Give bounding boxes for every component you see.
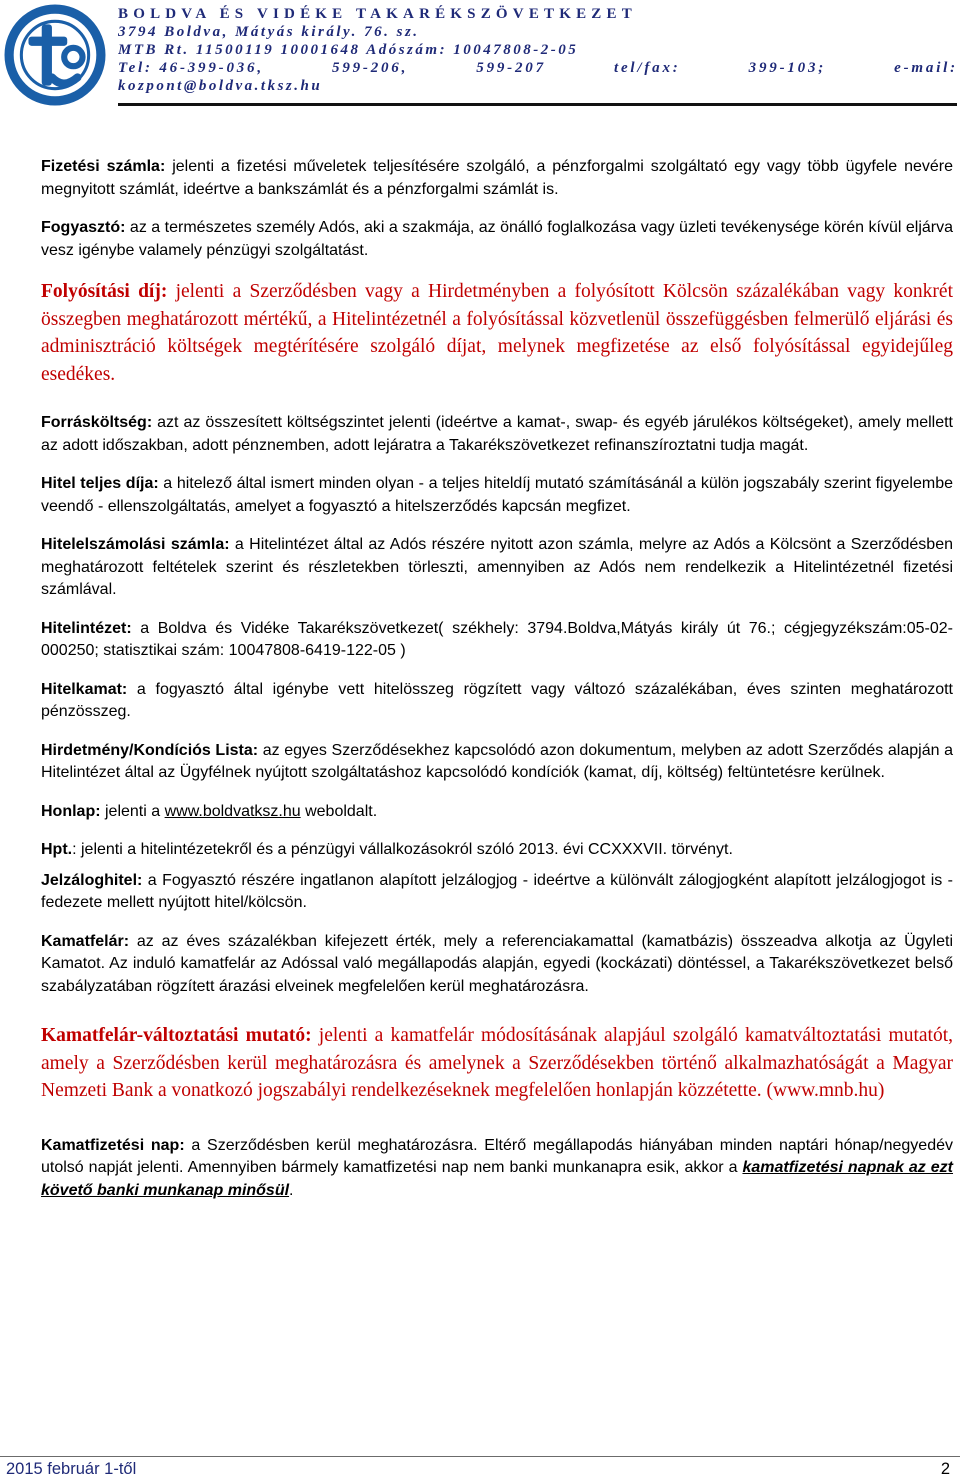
- definition-text: a Hitelintézet által az Adós részére nyitott azon számla, melyre az Adós a Kölcsönt a Szerződésben meghatározott feltételek szerint és részletekben törleszti, amennyiben az Adós nem rendelkezik a Hitelintézetnél fizetési számlával.: [41, 536, 954, 598]
- definition-hitelelszamolasi-szamla: [41, 534, 953, 602]
- definition-honlap: [41, 801, 953, 824]
- contact-telfax-label: tel/fax:: [614, 60, 681, 76]
- definition-hitel-teljes-dija: [41, 473, 953, 518]
- definition-term: Forrásköltség:: [41, 414, 153, 431]
- definition-text: : jelenti a hitelintézetekről és a pénzügyi vállalkozásokról szóló 2013. évi CCXXXVII. törvényt.: [72, 841, 733, 858]
- definition-term: Hitelintézet:: [41, 619, 132, 637]
- page-number: 2: [940, 1460, 950, 1478]
- definition-term: Honlap:: [41, 802, 101, 820]
- header-divider: [118, 103, 957, 106]
- definition-text-end: weboldalt.: [300, 802, 378, 820]
- contact-tel: Tel: 46-399-036,: [118, 60, 264, 76]
- definition-text: azt az összesített költségszintet jelenti (ideértve a kamat-, swap- és egyéb járulékos költségeket), amely mellett az adott időszakban, adott pénznemben, adott lejáratra a Takarékszövetkezet refinanszíroztatni tudja magát.: [41, 414, 953, 454]
- definition-term: Kamatfelár:: [41, 932, 130, 950]
- definition-emphasis: kamatfizetési napnak az ezt követő banki munkanap minősül: [41, 1159, 954, 1199]
- letterhead-text: [118, 5, 958, 95]
- definition-term: Kamatfelár-változtatási mutató:: [41, 1025, 312, 1046]
- definition-text: jelenti a Szerződésben vagy a Hirdetményben a folyósított Kölcsön százalékában vagy konkrét összegben meghatározott mértékű, a Hitelintézetnél a folyósítással közvetlenül összefüggésben felmerülő eljárási és adminisztráció költségek megtérítésére szolgáló díjat, melynek megfizetése az első folyósítással egyidejűleg esedékes.: [41, 281, 953, 385]
- definition-kamatfelar: [41, 931, 953, 999]
- contact-email-label: e-mail:: [894, 60, 958, 76]
- definition-text: az egyes Szerződésekhez kapcsolódó azon dokumentum, melyben az adott Szerződés alapján a Hitelintézet által az Ügyfélnek nyújtott szolgáltatáshoz kapcsolódó kondíciók (kamat, díj, költség) feltüntetésre kerülnek.: [41, 741, 954, 781]
- footer-date: 2015 február 1-től: [6, 1460, 137, 1478]
- definition-term: Hitel teljes díja:: [41, 475, 159, 492]
- definition-term: Kamatfizetési nap:: [41, 1136, 185, 1154]
- contact-phone-3: 599-207: [476, 60, 546, 76]
- contact-fax: 399-103;: [748, 60, 827, 76]
- definition-text: a Szerződésben kerül meghatározásra. Eltérő megállapodás hiányában minden naptári hónap/negyedév utolsó napját jelenti. Amennyiben bármely kamatfizetési nap nem banki munkanapra esik, akkor a: [41, 1136, 954, 1176]
- definition-forraskoltseg: [41, 412, 953, 457]
- definition-text: az az éves százalékban kifejezett érték, mely a referenciakamattal (kamatbázis) összeadva alkotja az Ügyleti Kamatot. Az induló kamatfelár az Adóssal való megállapodás alapján, egyedi (kockázati) döntéssel, a Takarékszövetkezet belső szabályzatában rögzített árazási elveinek megfelelően kerül meghatározásra.: [41, 932, 953, 995]
- company-bank-tax: MTB Rt. 11500119 10001648 Adószám: 10047808-2-05: [118, 42, 579, 58]
- website-link[interactable]: www.boldvatksz.hu: [164, 802, 301, 820]
- definition-term: Fizetési számla:: [41, 158, 166, 175]
- contact-phone-2: 599-206,: [332, 60, 409, 76]
- definition-term: Hirdetmény/Kondíciós Lista:: [41, 741, 259, 759]
- definition-term: Hitelkamat:: [41, 680, 128, 698]
- definition-fizetesi-szamla: [41, 156, 953, 201]
- definition-term: Folyósítási díj:: [41, 281, 168, 302]
- footer-divider: [0, 1456, 960, 1457]
- company-address: 3794 Boldva, Mátyás király. 76. sz.: [118, 24, 420, 40]
- definition-term: Jelzáloghitel:: [41, 871, 143, 889]
- definition-kamatfizetesi-nap: [41, 1135, 953, 1203]
- definition-text: jelenti a: [100, 802, 165, 820]
- company-contacts: [118, 59, 958, 77]
- definition-text: a Boldva és Vidéke Takarékszövetkezet( székhely: 3794.Boldva,Mátyás király út 76.; cégjegyzékszám:05-02-000250; statisztikai szám: 10047808-6419-122-05 ): [41, 619, 953, 659]
- definition-hirdetmeny: [41, 740, 953, 785]
- definition-text: a hitelező által ismert minden olyan - a teljes hiteldíj mutató számításánál a külön jogszabály szerint figyelembe veendő - ellenszolgáltatás, amelyet a fogyasztó a hitelszerződés kapcsán megfizet.: [41, 475, 953, 515]
- company-email: kozpont@boldva.tksz.hu: [118, 78, 323, 94]
- definition-term: Hitelelszámolási számla:: [41, 536, 230, 553]
- definition-text: az a természetes személy Adós, aki a szakmája, az önálló foglalkozása vagy üzleti tevékenysége körén kívül eljárva vesz igénybe valamely pénzügyi szolgáltatást.: [41, 219, 953, 259]
- definition-fogyaszto: [41, 217, 953, 262]
- definition-jelzaloghitel: [41, 870, 953, 915]
- definition-text: a fogyasztó által igénybe vett hitelösszeg rögzített vagy változó százalékában, éves szinten meghatározott pénzösszeg.: [41, 680, 953, 720]
- definition-text: jelenti a fizetési műveletek teljesítésére szolgáló, a pénzforgalmi szolgáltató egy vagy több ügyfele nevére megnyitott számlát, ideértve a bankszámlát és a pénzforgalmi számlát is.: [41, 158, 954, 198]
- definition-kamatfelar-valtoztatasi-mutato: [41, 1022, 953, 1105]
- definition-term: Fogyasztó:: [41, 219, 126, 236]
- definition-hpt: [41, 839, 953, 862]
- definition-hitelintezet: [41, 618, 953, 663]
- definition-hitelkamat: [41, 679, 953, 724]
- letterhead: [0, 0, 960, 110]
- company-name: BOLDVA ÉS VIDÉKE TAKARÉKSZÖVETKEZET: [118, 6, 637, 22]
- definitions-body: [41, 156, 953, 1218]
- definition-folyositasi-dij: [41, 278, 953, 388]
- definition-text: a Fogyasztó részére ingatlanon alapított jelzálogjog - ideértve a különvált zálogjogként alapított jelzálogjogot is - fedezete mellett nyújtott hitel/kölcsön.: [41, 871, 953, 911]
- definition-term: Hpt.: [41, 841, 73, 858]
- takarek-logo-icon: [4, 4, 106, 106]
- definition-text-end: .: [289, 1181, 294, 1199]
- definition-text: jelenti a kamatfelár módosításának alapjául szolgáló kamatváltoztatási mutatót, amely a Szerződésben kerül meghatározásra és amelynek a Szerződésekben történő alkalmazhatóságát a Magyar Nemzeti Bank a vonatkozó jogszabályi rendelkezéseknek megfelelően honlapján közzétette. (www.mnb.hu): [41, 1025, 953, 1101]
